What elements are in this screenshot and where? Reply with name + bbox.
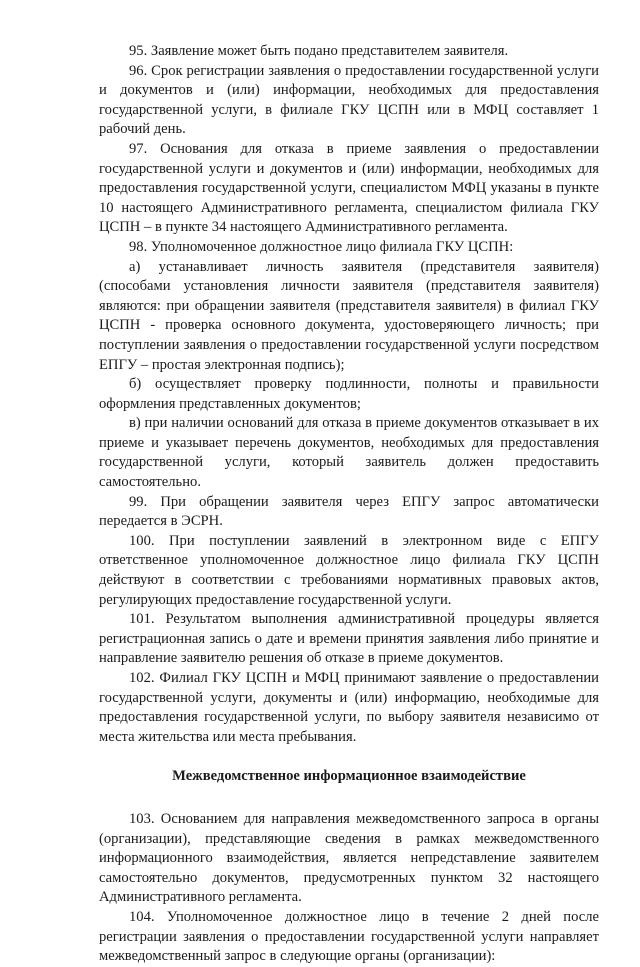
paragraph-98-v: в) при наличии оснований для отказа в приеме документов отказывает в их приеме и указывает перечень документов, необходимых для предоставления государственной услуги, который заявитель должен предоставить самостоятельно. bbox=[99, 415, 599, 491]
paragraph-100: 100. При поступлении заявлений в электронном виде с ЕПГУ ответственное уполномоченное должностное лицо филиала ГКУ ЦСПН действуют в соответствии с требованиями нормативных правовых актов, регулирующих предоставление государственной услуги. bbox=[99, 532, 599, 608]
paragraph-97: 97. Основания для отказа в приеме заявления о предоставлении государственной услуги и документов и (или) информации, необходимых для предоставления государственной услуги, специалистом МФЦ указаны в пункте 10 настоящего Административного регламента, специалистом филиала ГКУ ЦСПН – в пункте 34 настоящего Административного регламента. bbox=[99, 140, 599, 236]
paragraph-99: 99. При обращении заявителя через ЕПГУ запрос автоматически передается в ЭСРН. bbox=[99, 493, 599, 530]
paragraph-98-a: а) устанавливает личность заявителя (представителя заявителя) (способами установления личности заявителя (представителя заявителя) являются: при обращении заявителя (представителя заявителя) в филиал ГКУ ЦСПН - проверка основного документа, удостоверяющего личность; при поступлении заявления о предоставлении государственной услуги посредством ЕПГУ – простая электронная подпись); bbox=[99, 258, 599, 373]
paragraph-103: 103. Основанием для направления межведомственного запроса в органы (организации), представляющие сведения в рамках межведомственного информационного взаимодействия, является непредставление заявителем самостоятельно документов, предусмотренных пунктом 32 настоящего Административного регламента. bbox=[99, 810, 599, 906]
document-body bbox=[99, 42, 599, 967]
paragraph-95: 95. Заявление может быть подано представителем заявителя. bbox=[129, 43, 509, 59]
paragraph-101: 101. Результатом выполнения административной процедуры является регистрационная запись о дате и времени принятия заявления либо принятие и направление заявителю решения об отказе в приеме документов. bbox=[99, 611, 599, 667]
paragraph-98: 98. Уполномоченное должностное лицо филиала ГКУ ЦСПН: bbox=[129, 238, 514, 255]
section-heading: Межведомственное информационное взаимодействие bbox=[172, 768, 526, 785]
paragraph-96: 96. Срок регистрации заявления о предоставлении государственной услуги и документов и (или) информации, необходимых для предоставления государственной услуги, в филиале ГКУ ЦСПН или в МФЦ составляет 1 рабочий день. bbox=[99, 62, 599, 138]
paragraph-102: 102. Филиал ГКУ ЦСПН и МФЦ принимают заявление о предоставлении государственной услуги, документы и (или) информацию, необходимые для предоставления государственной услуги, по выбору заявителя независимо от места жительства или места пребывания. bbox=[99, 670, 599, 745]
paragraph-98-b: б) осуществляет проверку подлинности, полноты и правильности оформления представленных документов; bbox=[99, 376, 599, 412]
paragraph-104: 104. Уполномоченное должностное лицо в течение 2 дней после регистрации заявления о предоставлении государственной услуги направляет межведомственный запрос в следующие органы (организации): bbox=[99, 908, 599, 965]
